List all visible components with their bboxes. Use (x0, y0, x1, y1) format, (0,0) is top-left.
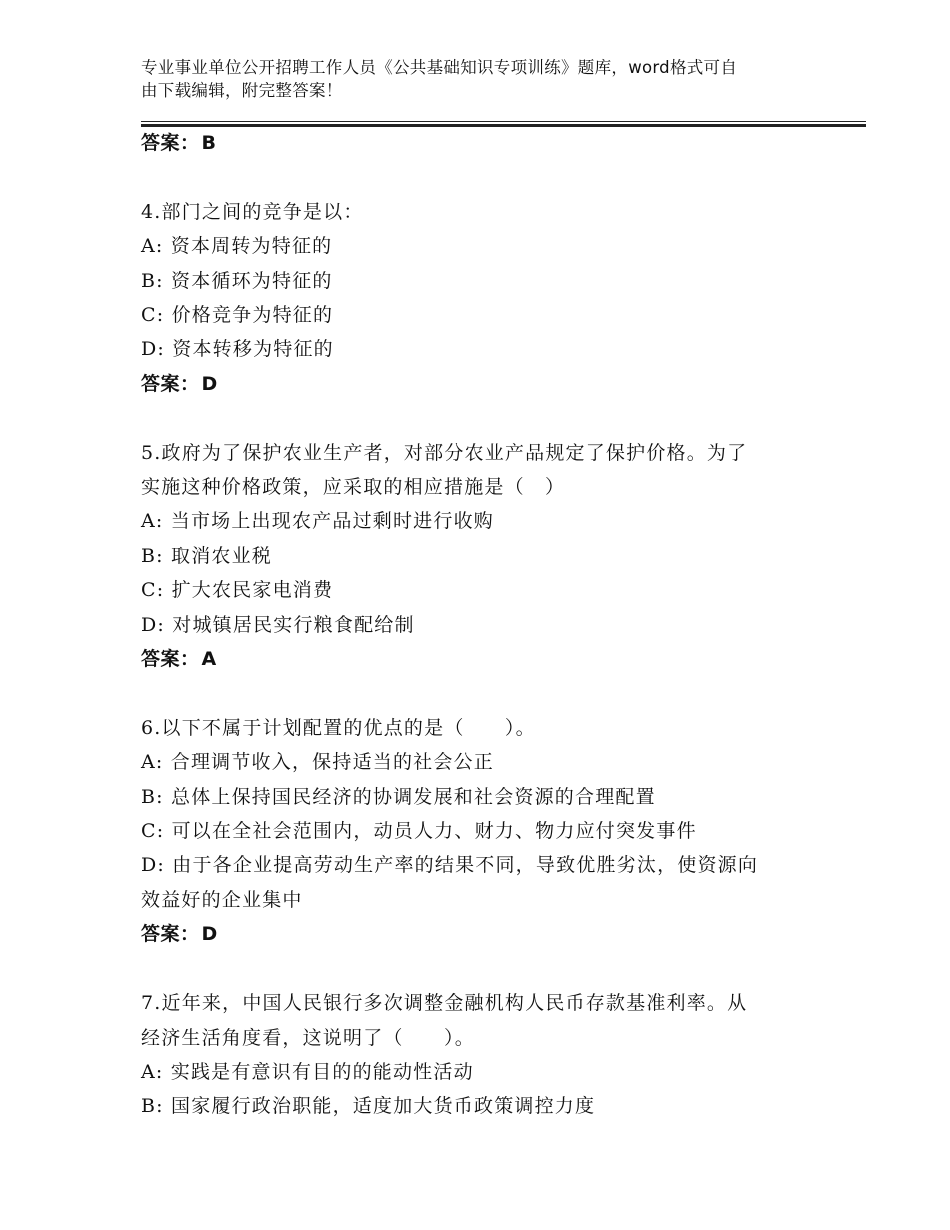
answer-line (141, 917, 821, 951)
option-a: A: 资本周转为特征的 (141, 235, 333, 258)
option-d-cont: 效益好的企业集中 (141, 888, 303, 911)
answer-label: 答案： (141, 132, 200, 154)
question-list (141, 126, 821, 1124)
option-d: D: 对城镇居民实行粮食配给制 (141, 613, 415, 636)
option-d: D: 资本转移为特征的 (141, 338, 334, 361)
answer-value: A (201, 648, 217, 671)
header-line-2: 由下载编辑，附完整答案！ (141, 81, 343, 100)
option-a: A: 实践是有意识有目的的能动性活动 (141, 1060, 474, 1083)
answer-value: D (201, 923, 218, 946)
question-stem: 4.部门之间的竞争是以： (141, 200, 364, 223)
spacer (141, 676, 821, 710)
option-c: C: 可以在全社会范围内，动员人力、财力、物力应付突发事件 (141, 820, 697, 843)
option-b: B: 取消农业税 (141, 544, 273, 567)
document-header (141, 56, 811, 102)
answer-value: B (201, 132, 217, 154)
question-block (141, 711, 821, 952)
header-line-1: 专业事业单位公开招聘工作人员《公共基础知识专项训练》题库，word格式可自 (141, 58, 738, 77)
question-block (141, 986, 821, 1124)
spacer (141, 160, 821, 194)
answer-line (141, 642, 821, 676)
option-c: C: 价格竞争为特征的 (141, 304, 334, 327)
question-stem: 5.政府为了保护农业生产者，对部分农业产品规定了保护价格。为了 (141, 441, 748, 464)
question-stem: 6.以下不属于计划配置的优点的是（ ）。 (141, 716, 536, 739)
spacer (141, 952, 821, 986)
answer-label: 答案： (141, 648, 200, 671)
option-a: A: 当市场上出现农产品过剩时进行收购 (141, 510, 494, 533)
answer-label: 答案： (141, 372, 200, 395)
answer-line (141, 126, 821, 160)
answer-line (141, 367, 821, 401)
header-divider-thin (141, 121, 866, 122)
option-a: A: 合理调节收入，保持适当的社会公正 (141, 751, 494, 774)
answer-value: D (201, 372, 218, 395)
option-d: D: 由于各企业提高劳动生产率的结果不同，导致优胜劣汰，使资源向 (141, 854, 759, 877)
option-b: B: 国家履行政治职能，适度加大货币政策调控力度 (141, 1095, 596, 1118)
question-block (141, 436, 821, 677)
option-b: B: 总体上保持国民经济的协调发展和社会资源的合理配置 (141, 785, 656, 808)
spacer (141, 401, 821, 435)
answer-label: 答案： (141, 923, 200, 946)
question-block (141, 195, 821, 401)
question-stem-cont: 实施这种价格政策，应采取的相应措施是（ ） (141, 476, 566, 499)
option-c: C: 扩大农民家电消费 (141, 579, 334, 602)
question-stem: 7.近年来，中国人民银行多次调整金融机构人民币存款基准利率。从 (141, 992, 748, 1015)
option-b: B: 资本循环为特征的 (141, 269, 333, 292)
question-stem-cont: 经济生活角度看，这说明了（ ）。 (141, 1026, 475, 1049)
